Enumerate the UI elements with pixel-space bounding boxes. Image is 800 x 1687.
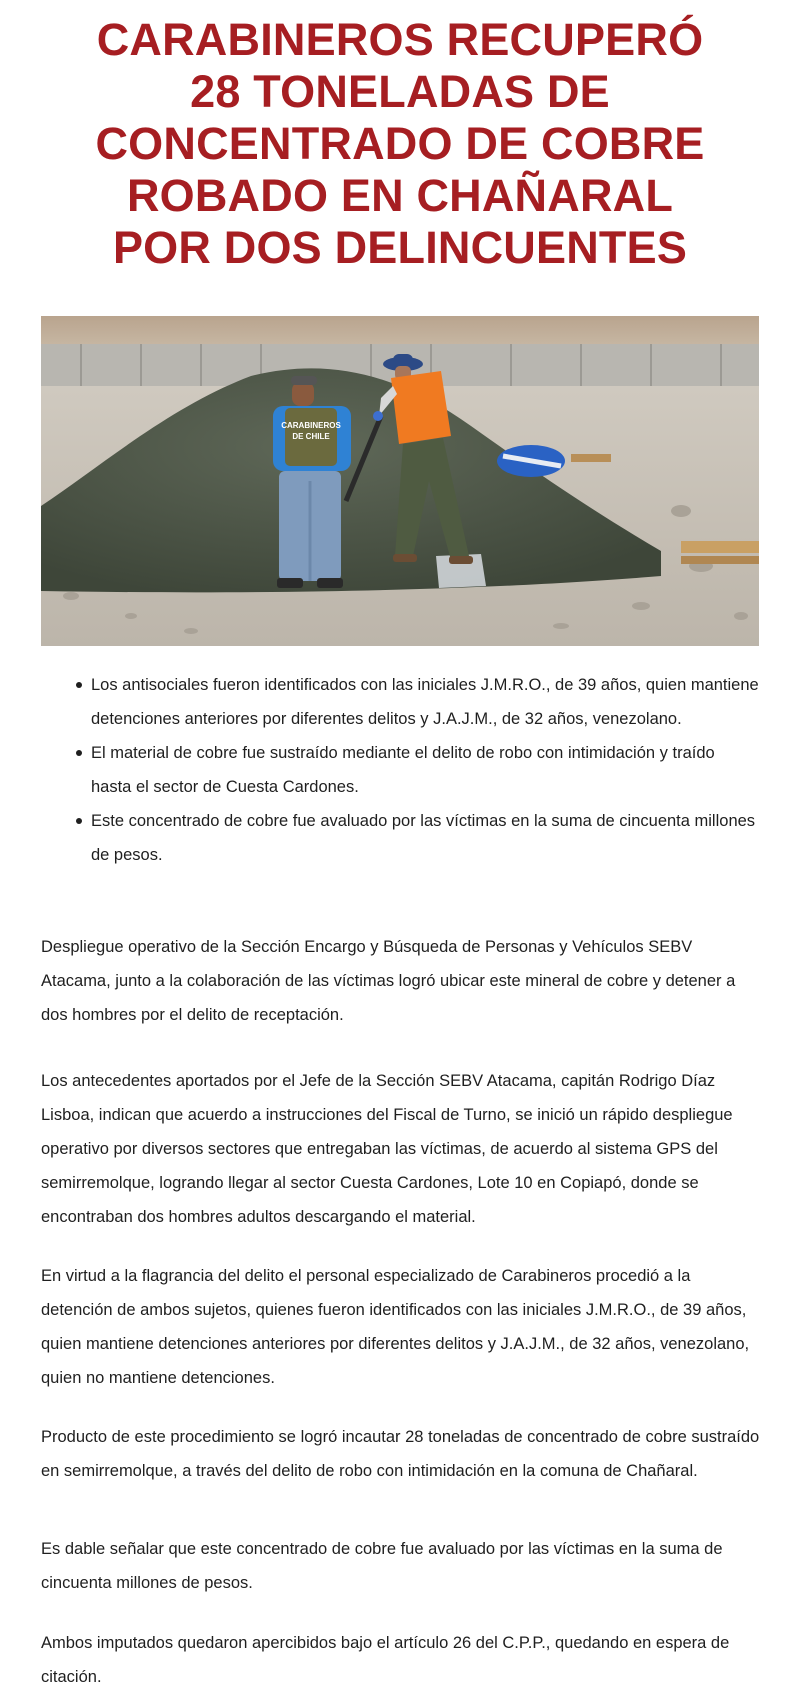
- headline-line: ROBADO EN CHAÑARAL: [126, 170, 674, 221]
- body-paragraph: Producto de este procedimiento se logró incautar 28 toneladas de concentrado de cobre sustraído en semirremolque, a través del delito de robo con intimidación en la comuna de Chañaral.: [41, 1428, 760, 1480]
- bullet-item: Los antisociales fueron identificados con las iniciales J.M.R.O., de 39 años, quien mantiene detenciones anteriores por diferentes delitos y J.A.J.M., de 32 años, venezolano.: [41, 668, 759, 736]
- body-paragraph: Los antecedentes aportados por el Jefe de la Sección SEBV Atacama, capitán Rodrigo Díaz Lisboa, indican que acuerdo a instrucciones del Fiscal de Turno, se inició un rápido despliegue operativo por diversos sectores que entregaban las víctimas, de acuerdo al sistema GPS del semirremolque, logrando llegar al sector Cuesta Cardones, Lote 10 en Copiapó, donde se encontraban dos hombres adultos descargando el material.: [41, 1072, 733, 1226]
- summary-bullets: [41, 668, 759, 872]
- body-paragraph: Es dable señalar que este concentrado de cobre fue avaluado por las víctimas en la suma de cincuenta millones de pesos.: [41, 1540, 723, 1592]
- body-paragraph: En virtud a la flagrancia del delito el personal especializado de Carabineros procedió a la detención de ambos sujetos, quienes fueron identificados con las iniciales J.M.R.O., de 39 años, quien mantiene detenciones anteriores por diferentes delitos y J.A.J.M., de 32 años, venezolano, quien no mantiene detenciones.: [41, 1267, 750, 1387]
- bullet-item: Este concentrado de cobre fue avaluado por las víctimas en la suma de cincuenta millones de pesos.: [41, 804, 759, 872]
- photo-illustration: [41, 316, 759, 646]
- body-paragraph: Ambos imputados quedaron apercibidos bajo el artículo 26 del C.P.P., quedando en espera de citación.: [41, 1634, 730, 1686]
- orange-vest: [391, 371, 451, 444]
- police-officer-figure: [273, 376, 351, 588]
- bullet-item: El material de cobre fue sustraído mediante el delito de robo con intimidación y traído hasta el sector de Cuesta Cardones.: [41, 736, 759, 804]
- article-headline: [40, 14, 760, 274]
- headline-line: POR DOS DELINCUENTES: [112, 222, 688, 273]
- article-photo: [41, 316, 759, 646]
- headline-line: 28 TONELADAS DE: [190, 66, 610, 117]
- body-paragraph: Despliegue operativo de la Sección Encargo y Búsqueda de Personas y Vehículos SEBV Atacama, junto a la colaboración de las víctimas logró ubicar este mineral de cobre y detener a dos hombres por el delito de receptación.: [41, 938, 736, 1024]
- headline-line: CONCENTRADO DE COBRE: [95, 118, 705, 169]
- vest-text: DE CHILE: [292, 432, 330, 441]
- headline-line: CARABINEROS RECUPERÓ: [96, 14, 704, 65]
- vest-text: CARABINEROS: [281, 421, 341, 430]
